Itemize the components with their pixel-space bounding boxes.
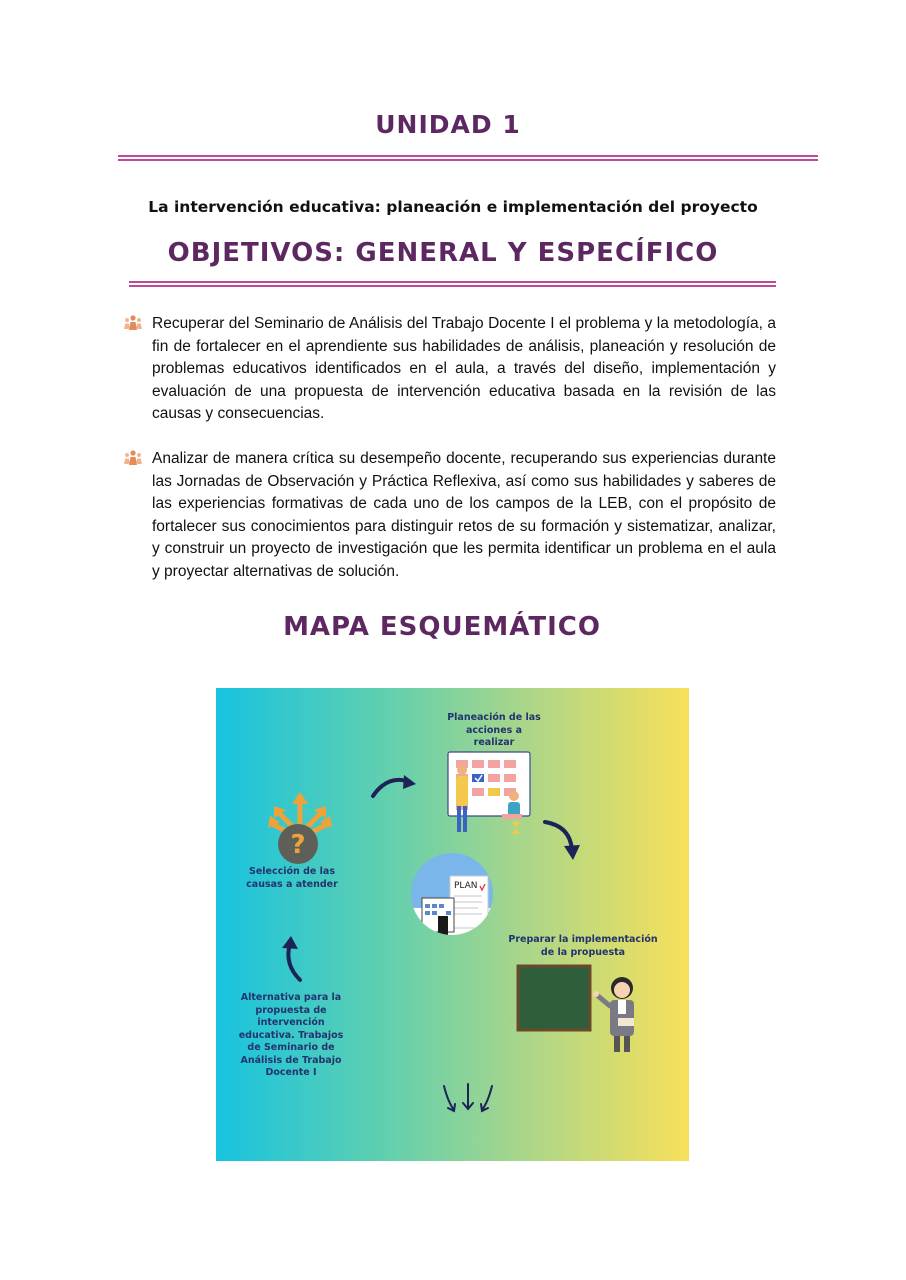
- schematic-map: [216, 688, 689, 1161]
- curved-arrow-icon: [542, 818, 582, 864]
- objective-item-general: [124, 313, 776, 426]
- unit-title: UNIDAD 1: [375, 110, 521, 139]
- plan-document-icon: [410, 852, 494, 936]
- objective-text: Analizar de manera crítica su desempeño docente, recuperando sus experiencias durante las Jornadas de Observación y Práctica Reflexiva, así como sus habilidades y saberes de las experiencias formativas de cada uno de los campos de la LEB, con el propósito de fortalecer sus conocimientos para distinguir retos de su formación y sistematizar, analizar, y construir un proyecto de investigación que les permita identificar un problema en el aula y proyectar alternativas de solución.: [152, 450, 776, 580]
- label-implementation: Preparar la implementación de la propuesta: [508, 934, 658, 958]
- label-planning: Planeación de las acciones a realizar: [447, 712, 541, 748]
- label-alternative: Alternativa para la propuesta de intervención educativa. Trabajos de Seminario de Análisis de Trabajo Docente I: [238, 992, 344, 1078]
- curved-arrow-icon: [370, 770, 420, 800]
- curved-arrow-icon: [278, 934, 308, 984]
- question-arrows-icon: [266, 788, 338, 864]
- down-arrows-icon: [440, 1082, 496, 1116]
- objective-item-specific: [124, 448, 776, 583]
- plan-sheet-label: PLAN: [454, 881, 478, 891]
- objectives-title: OBJETIVOS: GENERAL Y ESPECÍFICO: [167, 238, 719, 268]
- planning-board-illustration: [442, 748, 534, 834]
- map-title: MAPA ESQUEMÁTICO: [283, 612, 601, 642]
- objective-text: Recuperar del Seminario de Análisis del Trabajo Docente I el problema y la metodología, a fin de fortalecer en el aprendiente sus habilidades de análisis, planeación y resolución de problemas educativos identificados en el aula, a través del diseño, implementación y evaluación de una propuesta de intervención educativa basada en la revisión de las causas y consecuencias.: [152, 315, 776, 422]
- people-bullet-icon: [124, 450, 142, 466]
- unit-subtitle: La intervención educativa: planeación e implementación del proyecto: [148, 198, 758, 216]
- label-causes: Selección de las causas a atender: [246, 866, 338, 890]
- people-bullet-icon: [124, 315, 142, 331]
- svg-text:?: ?: [290, 830, 306, 860]
- teacher-chalkboard-illustration: [518, 966, 638, 1054]
